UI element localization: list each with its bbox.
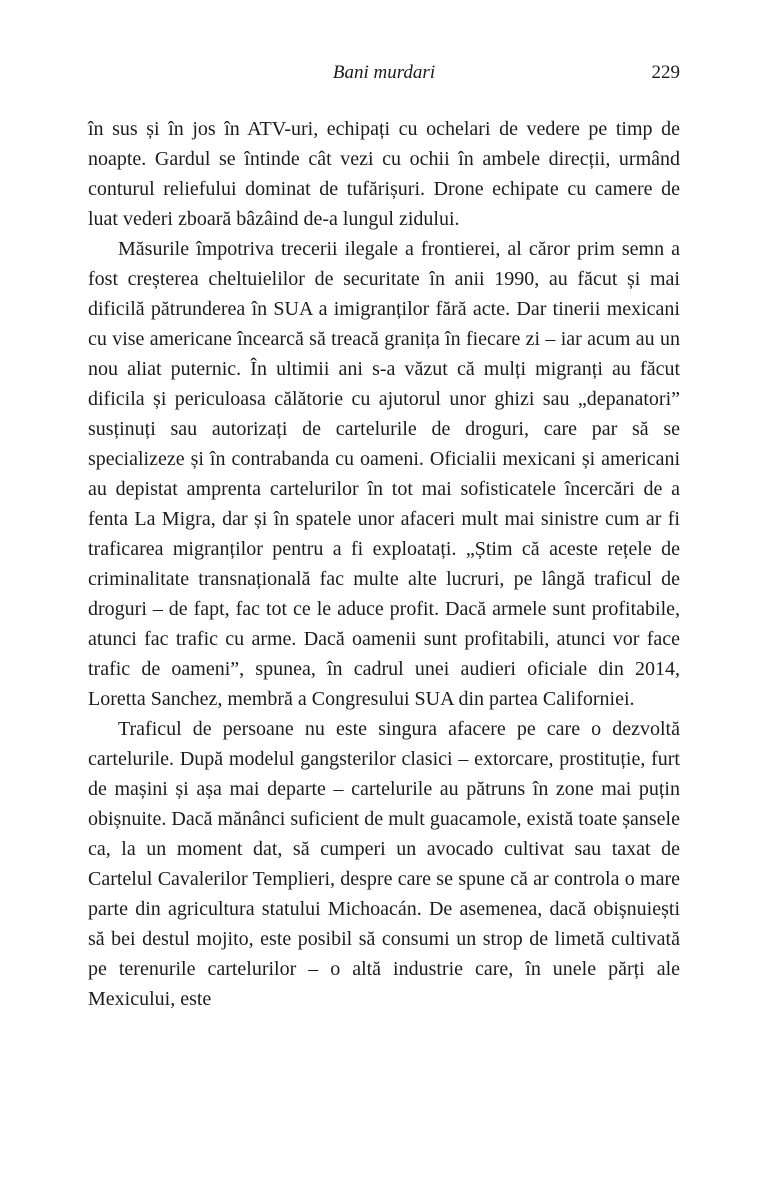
paragraph: Traficul de persoane nu este singura afacere pe care o dezvoltă cartelurile. După modelul gangsterilor clasici – extorcare, prostituție, furt de mașini și așa mai departe – cartelurile au pătruns în zone mai puțin obișnuite. Dacă mănânci suficient de mult guacamole, există toate șansele ca, la un moment dat, să cumperi un avocado cultivat sau taxat de Cartelul Cavalerilor Templieri, despre care se spune că ar controla o mare parte din agricultura statului Michoacán. De asemenea, dacă obișnuiești să bei destul mojito, este posibil să consumi un strop de limetă cultivată pe terenurile cartelurilor – o altă industrie care, în unele părți ale Mexicului, este (88, 718, 680, 1010)
paragraph: Măsurile împotriva trecerii ilegale a frontierei, al căror prim semn a fost creșterea cheltuielilor de securitate în anii 1990, au făcut și mai dificilă pătrunderea în SUA a imigranților fără acte. Dar tinerii mexicani cu vise americane încearcă să treacă granița în fiecare zi – iar acum au un nou aliat puternic. În ultimii ani s-a văzut că mulți migranți au făcut dificila și periculoasa călătorie cu ajutorul unor ghizi sau „depanatori” susținuți sau autorizați de cartelurile de droguri, care par să se specializeze și în contrabanda cu oameni. Oficialii mexicani și americani au depistat amprenta cartelurilor în tot mai sofisticatele încercări de a fenta La Migra, dar și în spatele unor afaceri mult mai sinistre cum ar fi traficarea migranților pentru a fi exploatați. „Știm că aceste rețele de criminalitate transnațională fac multe alte lucruri, pe lângă traficul de droguri – de fapt, fac tot ce le aduce profit. Dacă armele sunt profitabile, atunci fac trafic cu arme. Dacă oamenii sunt profitabili, atunci vor face trafic de oameni”, spunea, în cadrul unei audieri oficiale din 2014, Loretta Sanchez, membră a Congresului SUA din partea Californiei. (88, 238, 680, 710)
running-header (88, 62, 680, 88)
paragraph-continued: în sus și în jos în ATV-uri, echipați cu ochelari de vedere pe timp de noapte. Gardul se întinde cât vezi cu ochii în ambele direcții, urmând conturul reliefului dominat de tufărișuri. Drone echipate cu camere de luat vederi zboară bâzâind de-a lungul zidului. (88, 118, 680, 230)
body-text (88, 114, 680, 1014)
running-title: Bani murdari (332, 62, 436, 83)
page-number: 229 (651, 62, 680, 83)
